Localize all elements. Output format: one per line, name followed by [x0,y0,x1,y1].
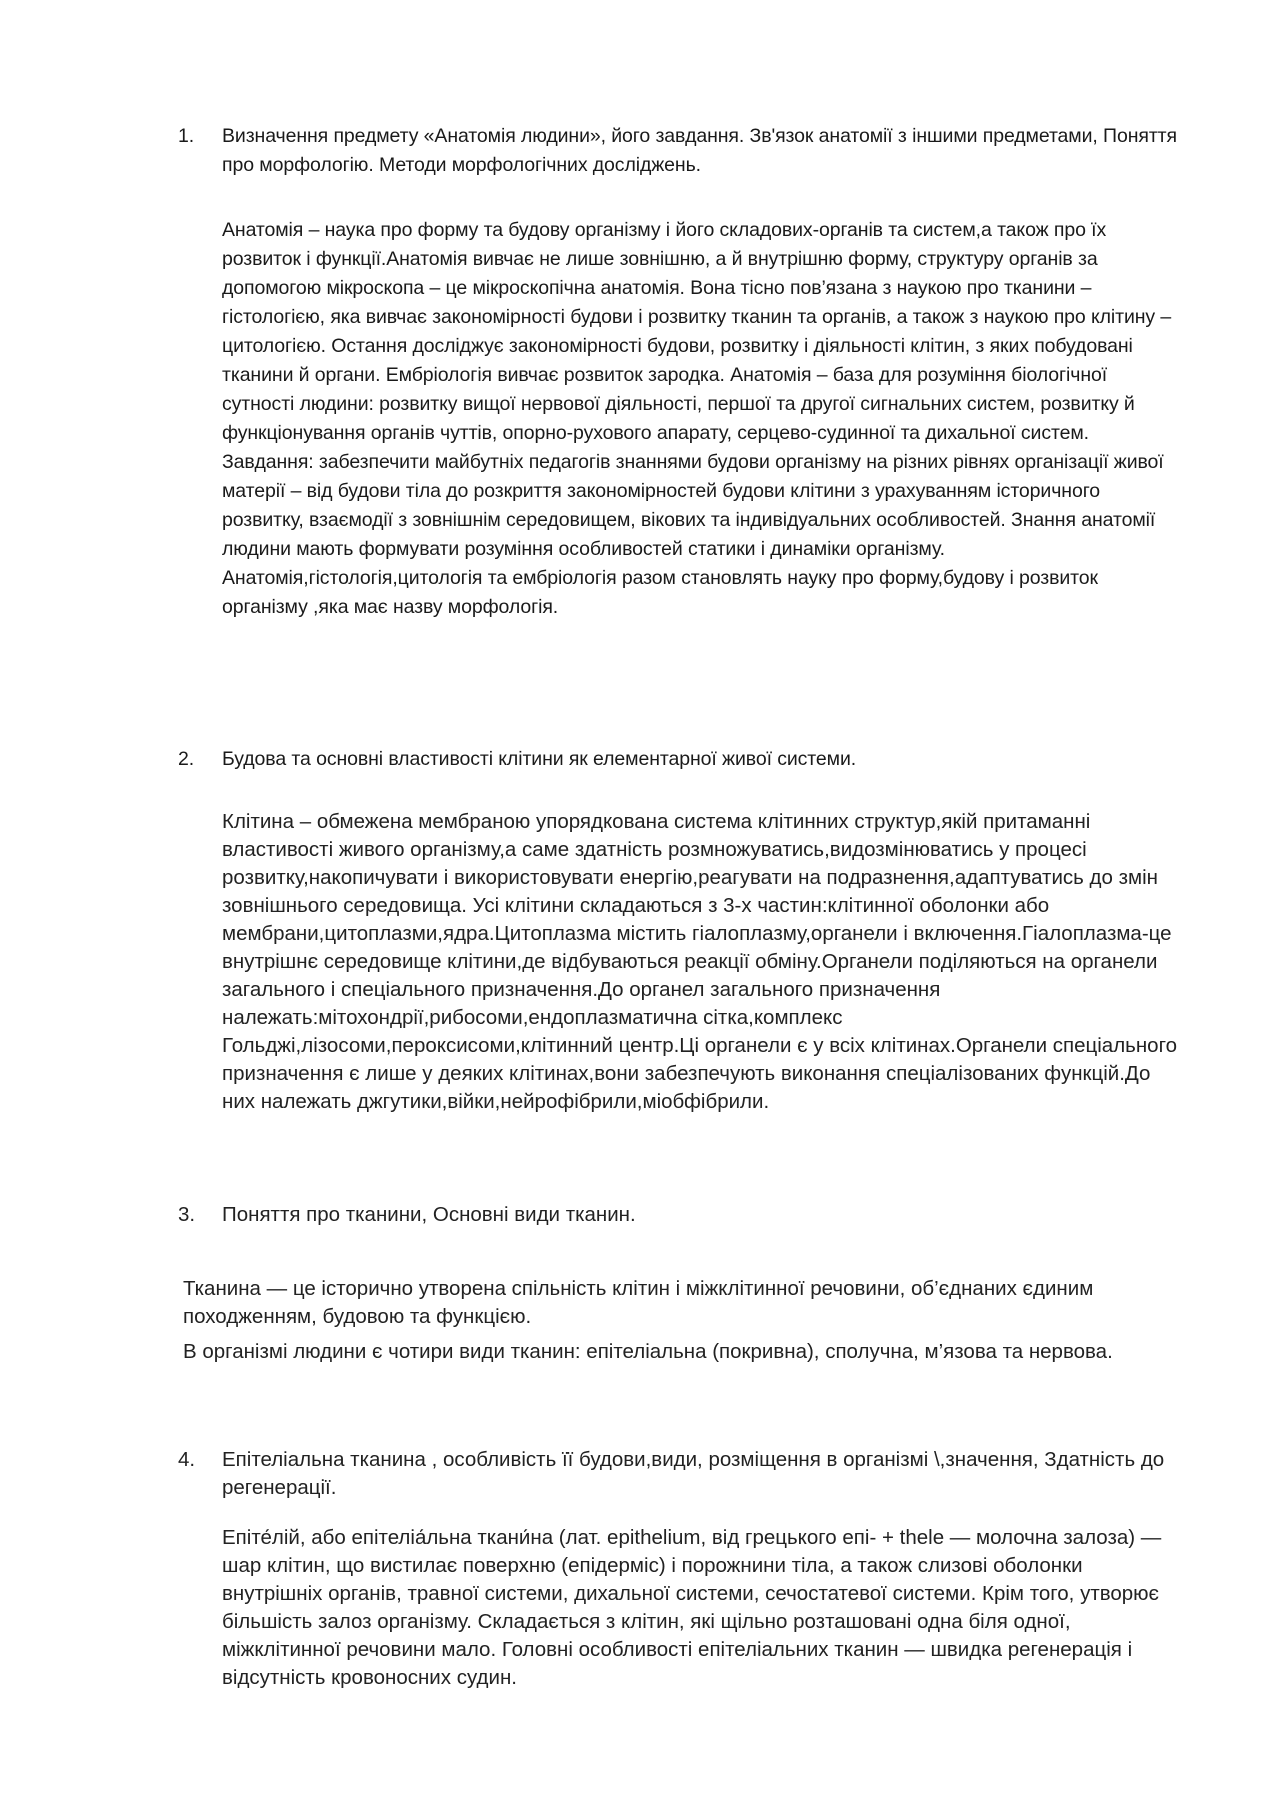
section-2-body [222,808,1182,1116]
paragraph: Завдання: забезпечити майбутніх педагогів знаннями будови організму на різних рівнях організації живої матерії – від будови тіла до розкриття закономірностей будови клітини з урахуванням історичного розвитку, взаємодії з зовнішнім середовищем, вікових та індивідуальних особливостей. Знання анатомії людини мають формувати розуміння особливостей статики і динаміки організму. Анатомія,гістологія,цитологія та ембріологія разом становлять науку про форму,будову і розвиток організму ,яка має назву морфологія. [222,451,1164,618]
paragraph: Епіте́лій, або епітеліа́льна ткани́на (лат. epithelium, від грецького епі- + thele — молочна залоза) — шар клітин, що вистилає поверхню (епідерміс) і порожнини тіла, а також слизові оболонки внутрішніх органів, травної системи, дихальної системи, сечостатевої системи. Крім того, утворює більшість залоз організму. Складається з клітин, які щільно розташовані одна біля одної, міжклітинної речовини мало. Головні особливості епітеліальних тканин — швидка регенерація і відсутність кровоносних судин. [222,1526,1162,1689]
section-number: 3. [178,1203,196,1226]
section-number: 4. [178,1448,196,1471]
section-4 [178,1446,1182,1502]
paragraph: Анатомія – наука про форму та будову організму і його складових-органів та систем,а також про їх розвиток і функції.Анатомія вивчає не лише зовнішню, а й внутрішню форму, структуру органів за допомогою мікроскопа – це мікроскопічна анатомія. Вона тісно пов’язана з наукою про тканини – гістологією, яка вивчає закономірності будови і розвитку тканин та органів, а також з наукою про клітину – цитологією. Остання досліджує закономірності будови, розвитку і діяльності клітин, з яких побудовані тканини й органи. Ембріологія вивчає розвиток зародка. Анатомія – база для розуміння біологічної сутності людини: розвитку вищої нервової діяльності, першої та другої сигнальних систем, розвитку й функціонування органів чуттів, опорно-рухового апарату, серцево-судинної та дихальної систем. [222,219,1172,444]
section-1-body [222,216,1182,622]
section-number: 1. [178,125,195,147]
paragraph: В організмі людини є чотири види тканин: епітеліальна (покривна), сполучна, м’язова та нервова. [183,1340,1113,1363]
paragraph: Клітина – обмежена мембраною упорядкована система клітинних структур,якій притаманні властивості живого організму,а саме здатність розмножуватись,видозмінюватись у процесі розвитку,накопичувати і використовувати енергію,реагувати на подразнення,адаптуватись до змін зовнішнього середовища. Усі клітини складаються з 3-х частин:клітинної оболонки або мембрани,цитоплазми,ядра.Цитоплазма містить гіалоплазму,органели і включення.Гіалоплазма-це внутрішнє середовище клітини,де відбуваються реакції обміну.Органели поділяються на органели загального і спеціального призначення.До органел загального призначення належать:мітохондрії,рибосоми,ендоплазматична сітка,комплекс Гольджі,лізосоми,пероксисоми,клітинний центр.Ці органели є у всіх клітинах.Органели спеціального призначення є лише у деяких клітинах,вони забезпечують виконання спеціалізованих функцій.До них належать джгутики,війки,нейрофібрили,міобфібрили. [222,810,1177,1113]
section-2 [178,745,1182,774]
section-number: 2. [178,748,195,770]
section-4-body [222,1524,1182,1692]
section-3 [178,1201,1182,1229]
paragraph: Тканина — це історично утворена спільність клітин і міжклітинної речовини, об’єднаних єдиним походженням, будовою та функцією. [183,1277,1094,1328]
section-1 [178,122,1182,180]
section-heading: Будова та основні властивості клітини як елементарної живої системи. [222,748,857,770]
section-heading: Поняття про тканини, Основні види тканин. [222,1203,636,1226]
section-heading: Визначення предмету «Анатомія людини», його завдання. Зв'язок анатомії з іншими предметами, Поняття про морфологію. Методи морфологічних досліджень. [222,125,1177,176]
section-heading: Епітеліальна тканина , особливість її будови,види, розміщення в організмі \,значення, Здатність до регенерації. [222,1448,1165,1499]
